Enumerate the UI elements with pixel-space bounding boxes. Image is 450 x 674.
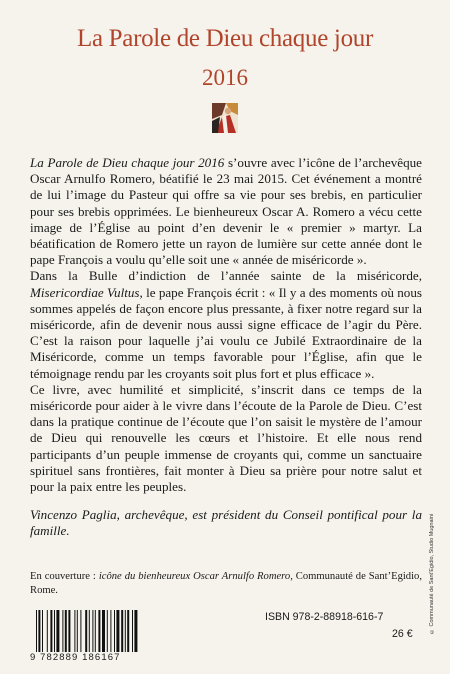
author-note: Vincenzo Paglia, archevêque, est président du Conseil pontifical pour la famille. [30, 507, 422, 539]
barcode-bars [36, 610, 166, 652]
book-title: La Parole de Dieu chaque jour [76, 25, 374, 52]
cover-caption: En couverture : icône du bienheureux Oscar Arnulfo Romero, Communauté de Sant’Egidio, Rome. [30, 571, 422, 596]
price: 26 € [392, 628, 413, 640]
barcode-digits: 9 782889 186167 [30, 652, 121, 663]
italic-book-title: La Parole de Dieu chaque jour 2016 [30, 155, 225, 170]
barcode [30, 610, 180, 665]
isbn: ISBN 978-2-88918-616-7 [265, 611, 384, 623]
back-cover-text [30, 155, 422, 540]
photo-credit: © Communauté de Sant’Egidio, Studio Mugnaini [429, 514, 435, 635]
paragraph-intro: La Parole de Dieu chaque jour 2016 s’ouvre avec l’icône de l’archevêque Oscar Arnulfo Romero, béatifié le 23 mai 2015. Cet événement a montré de lui l’image du Pasteur qui offre sa vie pour ses brebis, en particulier pour ses brebis opprimées. Le bienheureux Oscar A. Romero a vécu cette image de l’Église au point d’en devenir le « premier » martyr. La béatification de Romero jette un rayon de lumière sur cette année dont le pape François a voulu qu’elle soit une « année de miséricorde ». [30, 155, 422, 268]
paragraph-livre: Ce livre, avec humilité et simplicité, s’inscrit dans ce temps de la miséricorde pour aider à le vivre dans l’écoute de la Parole de Dieu. C’est dans la pratique continue de l’écoute que l’on saisit le mystère de l’amour de Dieu qui renouvelle les cœurs et l’histoire. Et elle nous rend participants d’un peuple immense de croyants qui, comme un sanctuaire spirituel sans frontières, fait monter à Dieu sa prière pour notre salut et pour la paix entre les peuples. [30, 381, 422, 495]
paragraph-bulle: Dans la Bulle d’indiction de l’année sainte de la miséricorde, Misericordiae Vultus, le pape François écrit : « Il y a des moments où nous sommes appelés de façon encore plus pressante, à fixer notre regard sur la miséricorde, afin de devenir nous aussi signe efficace de l’agir du Père. C’est la raison pour laquelle j’ai voulu ce Jubilé Extraordinaire de la Miséricorde, comme un temps favorable pour l’Église, afin que le témoignage rendu par les croyants soit plus fort et plus efficace ». [30, 268, 422, 381]
book-year: 2016 [202, 65, 248, 90]
romero-icon [212, 103, 238, 133]
